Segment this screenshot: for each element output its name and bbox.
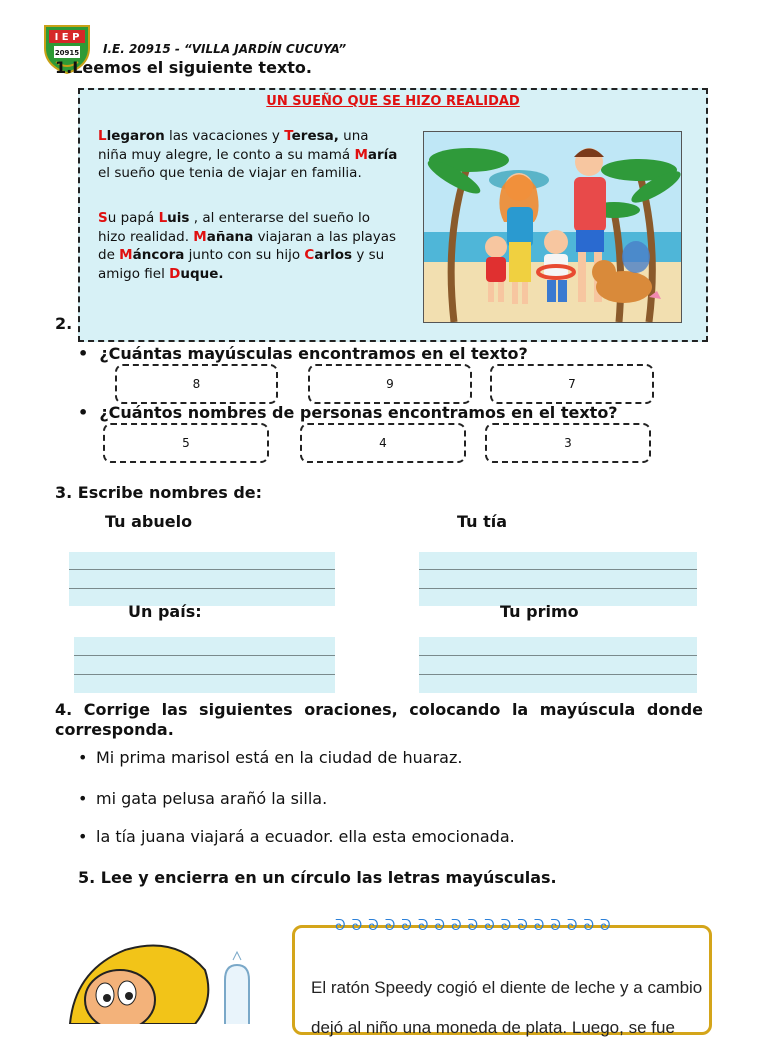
writing-lines-abuelo[interactable] [69,552,335,606]
sentence-3: • la tía juana viajará a ecuador. ella esta emocionada. [78,827,515,846]
bullet-icon: • [78,827,88,846]
capital-letter: D [169,265,181,282]
label-abuelo: Tu abuelo [105,512,193,531]
speedy-mouse-illustration [65,930,275,1024]
label-tia: Tu tía [457,512,508,531]
school-name: I.E. 20915 - “VILLA JARDÍN CUCUYA” [103,42,347,56]
capital-letter: M [193,228,207,245]
capital-letter: T [284,128,292,144]
svg-text:20915: 20915 [54,49,80,57]
writing-lines-pais[interactable] [74,637,335,693]
story-text: añana [206,228,254,245]
story-text: arlos [314,247,353,263]
capital-letter: M [354,146,368,163]
bullet-icon: • [78,403,100,422]
capital-letter: C [304,247,315,263]
beach-family-illustration [423,131,682,323]
q2-number: 2. [55,314,73,333]
label-primo: Tu primo [500,602,579,621]
q2-question-2: • ¿Cuántos nombres de personas encontramos en el texto? [78,403,618,422]
story-paragraph-1 [98,127,398,183]
story-text: uis [167,210,190,226]
capital-letter: L [98,128,107,144]
story-text: u papá [107,210,159,226]
story-text: viajaran a las playas de [98,228,397,263]
capital-letter: M [119,247,133,263]
answer-option-box[interactable]: 7 [490,364,654,404]
sentence-1: • Mi prima marisol está en la ciudad de huaraz. [78,748,463,767]
answer-option-box[interactable]: 5 [103,423,269,463]
answer-option-box[interactable]: 8 [115,364,278,404]
answer-option-box[interactable]: 9 [308,364,472,404]
q2-question-1: • ¿Cuántas mayúsculas encontramos en el texto? [78,344,528,363]
story-title: UN SUEÑO QUE SE HIZO REALIDAD [266,94,520,109]
story-text: uque. [180,265,224,282]
spiral-rings-icon: ᘐ ᘐ ᘐ ᘐ ᘐ ᘐ ᘐ ᘐ ᘐ ᘐ ᘐ ᘐ ᘐ ᘐ ᘐ ᘐ ᘐ [335,916,611,934]
bullet-icon: • [78,748,88,767]
svg-text:I E P: I E P [54,32,80,43]
sentence-2: • mi gata pelusa arañó la silla. [78,789,328,808]
capital-letter: S [98,210,108,226]
answer-option-box[interactable]: 3 [485,423,651,463]
note-text: El ratón Speedy cogió el diente de leche y a cambio dejó al niño una moneda de plata. Luego, se fue [311,978,703,1037]
story-text: , al enterarse del sueño lo hizo realidad. [98,210,371,245]
story-text: y su amigo fiel [98,247,385,282]
story-text: legaron [106,128,165,144]
q1-title: 1.Leemos el siguiente texto. [55,58,312,77]
story-paragraph-2 [98,209,398,283]
story-text: las vacaciones y [164,128,285,144]
answer-option-box[interactable]: 4 [300,423,466,463]
story-text: aría [367,146,398,163]
label-pais: Un país: [128,602,202,621]
capital-letter: L [158,210,168,226]
bullet-icon: • [78,344,100,363]
story-text: áncora [132,247,185,263]
story-note-card [292,916,712,1037]
writing-lines-primo[interactable] [419,637,697,693]
writing-lines-tia[interactable] [419,552,697,606]
story-text: junto con su hijo [184,247,305,263]
story-text: eresa, [291,128,339,144]
story-text: una niña muy alegre, le conto a su mamá [98,128,369,163]
q5-title: 5. Lee y encierra en un círculo las letras mayúsculas. [78,868,557,887]
bullet-icon: • [78,789,88,808]
story-text: el sueño que tenia de viajar en familia. [98,165,362,181]
q3-title: 3. Escribe nombres de: [55,483,263,502]
q4-title: 4. Corrige las siguientes oraciones, colocando la mayúscula donde corresponda. [55,700,703,739]
